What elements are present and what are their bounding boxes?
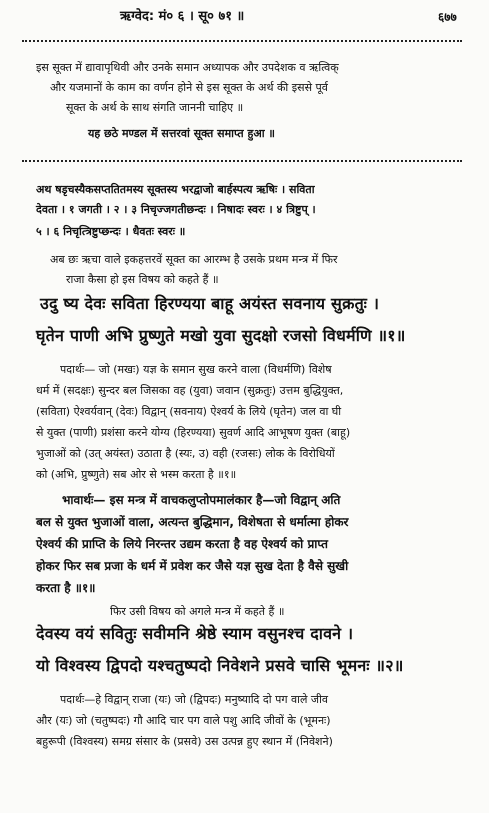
bhavartha1-line-4: होकर फिर सब प्रजा के धर्म में प्रवेश कर जैसे यज्ञ सुख देता है वैसे सुखी	[36, 559, 349, 573]
section-divider	[22, 160, 462, 162]
header-divider	[22, 40, 462, 42]
sukta-end-note: यह छठे मण्डल में सत्तरवां सूक्त समाप्त हुआ ॥	[88, 127, 275, 140]
padartha1-line-1: पदार्थः— जो (मखः) यज्ञ के समान सुख करने वाला (विधर्मणि) विशेष	[60, 363, 332, 376]
page-header	[0, 2, 489, 38]
padartha2-line-1: पदार्थः—हे विद्वान् राजा (यः) जो (द्विपदः) मनुष्यादि दो पग वाले जीव	[60, 693, 329, 706]
running-title: ऋग्वेद: मं० ६ । सू० ७१ ॥	[120, 9, 245, 24]
intro-line-2: और यजमानों के काम का वर्णन होने से इस सूक्त के अर्थ की इससे पूर्व	[50, 81, 328, 94]
intro-line-1: इस सूक्त में द्यावापृथिवी और उनके समान अध्यापक और उपदेशक व ऋत्विक्	[36, 61, 339, 74]
sukta-info-line-2: देवता । १ जगती । २ । ३ निचृज्जगतीछन्दः । निषादः स्वरः । ४ त्रिष्टुप् ।	[36, 203, 316, 216]
intro-line-3: सूक्त के अर्थ के साथ संगति जाननी चाहिए ॥	[66, 101, 244, 114]
bhavartha1-line-5: करता है ॥१॥	[36, 581, 96, 595]
page-number: ६७७	[438, 10, 457, 24]
padartha1-line-4: से युक्त (पाणी) प्रशंसा करने योग्य (हिरण्यया) सुवर्ण आदि आभूषण युक्त (बाहू)	[36, 426, 351, 439]
padartha2-line-3: बहुरूपी (विश्वस्य) समग्र संसार के (प्रसवे) उस उत्पन्न हुए स्थान में (निवेशने)	[36, 735, 333, 748]
mantra1-line-1: उदु ष्य देवः सविता हिरण्यया बाहू अयंस्त सवनाय सुक्रतुः ।	[40, 294, 380, 313]
padartha1-line-2: धर्म में (सदक्षः) सुन्दर बल जिसका वह (युवा) जवान (सुक्रतुः) उत्तम बुद्धियुक्त,	[36, 384, 344, 397]
mantra1-intro-line-1: अब छः ऋचा वाले इकहत्तरवें सूक्त का आरम्भ है उसके प्रथम मन्त्र में फिर	[50, 253, 338, 266]
padartha1-line-5: भुजाओं को (उत् अयंस्त) उठाता है (स्यः, उ) वही (रजसः) लोक के विरोधियों	[36, 447, 335, 460]
mantra2-line-1: देवस्य वयं सवितुः सवीमनि श्रेष्ठे स्याम वसुनश्च दावने ।	[36, 624, 354, 643]
bhavartha1-line-3: ऐश्वर्य की प्राप्ति के लिये निरन्तर उद्यम करता है वह ऐश्वर्य को प्राप्त	[36, 537, 328, 551]
mantra2-line-2: यो विश्वस्य द्विपदो यश्चतुष्पदो निवेशने प्रसवे चासि भूमनः ॥२॥	[36, 656, 404, 675]
padartha2-line-2: और (यः) जो (चतुष्पदः) गौ आदि चार पग वाले पशु आदि जीवों के (भूमनः)	[36, 714, 331, 727]
bhavartha1-line-2: बल से युक्त भुजाओं वाला, अत्यन्त बुद्धिमान, विशेषता से धर्मात्मा होकर	[36, 515, 349, 529]
sukta-info-line-3: ५ । ६ निचृत्त्रिष्टुप्छन्दः । धैवतः स्वरः ॥	[36, 225, 186, 238]
padartha1-line-6: को (अभि, प्रुष्णुते) सब ओर से भस्म करता है ॥१॥	[36, 468, 237, 481]
mantra1-line-2: घृतेन पाणी अभि प्रुष्णुते मखो युवा सुदक्षो रजसो विधर्मणि ॥१॥	[36, 326, 406, 345]
bhavartha1-line-1: भावार्थः— इस मन्त्र में वाचकलुप्तोपमालंकार है—जो विद्वान् अति	[62, 493, 341, 507]
padartha1-line-3: (सविता) ऐश्वर्यवान् (देवः) विद्वान् (सवनाय) ऐश्वर्य के लिये (घृतेन) जल वा घी	[36, 405, 342, 418]
mantra1-intro-line-2: राजा कैसा हो इस विषय को कहते हैं ॥	[66, 273, 219, 286]
mantra2-intro-line-1: फिर उसी विषय को अगले मन्त्र में कहते हैं ॥	[110, 605, 285, 618]
sukta-info-line-1: अथ षडृचस्यैकसप्ततितमस्य सूक्तस्य भरद्वाजो बार्हस्पत्य ऋषिः । सविता	[36, 183, 315, 196]
